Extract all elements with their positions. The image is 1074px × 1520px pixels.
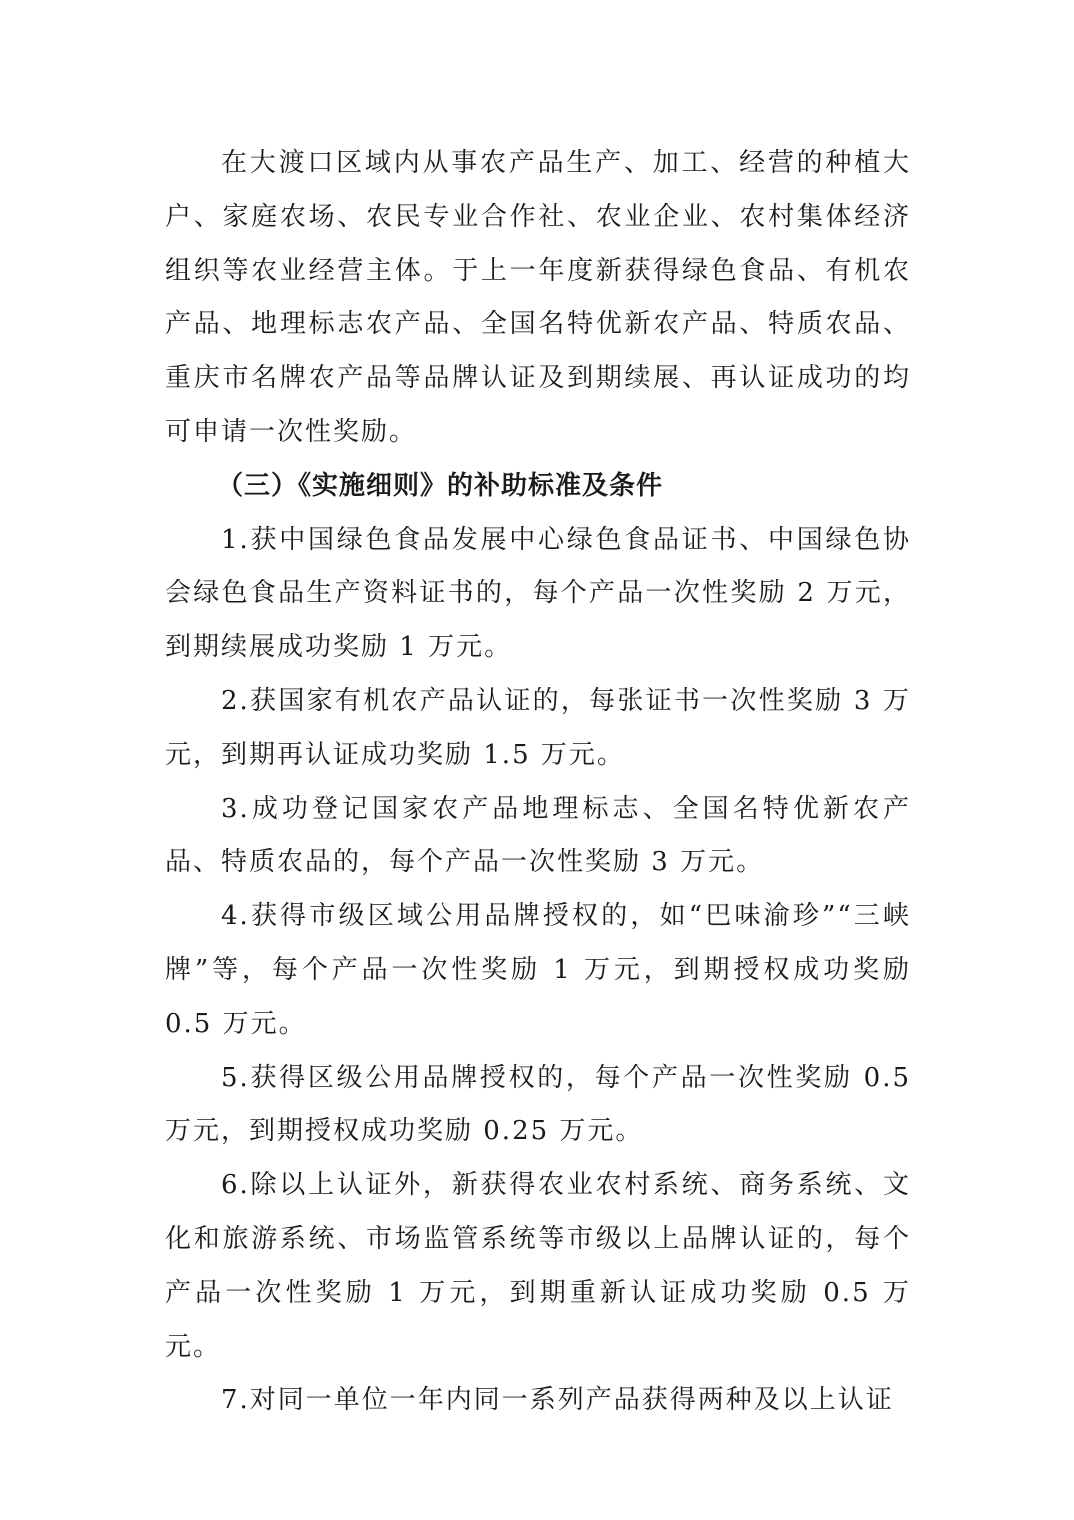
intro-paragraph: 在大渡口区域内从事农产品生产、加工、经营的种植大户、家庭农场、农民专业合作社、农业企业、农村集体经济组织等农业经营主体。于上一年度新获得绿色食品、有机农产品、地理标志农产品、全国名特优新农产品、特质农品、重庆市名牌农产品等品牌认证及到期续展、再认证成功的均可申请一次性奖励。 — [165, 148, 911, 447]
list-item: 5.获得区级公用品牌授权的，每个产品一次性奖励 0.5 万元，到期授权成功奖励 0.25 万元。 — [165, 1062, 911, 1147]
list-item: 6.除以上认证外，新获得农业农村系统、商务系统、文化和旅游系统、市场监管系统等市级以上品牌认证的，每个产品一次性奖励 1 万元，到期重新认证成功奖励 0.5 万元。 — [165, 1170, 911, 1362]
list-item: 3.成功登记国家农产品地理标志、全国名特优新农产品、特质农品的，每个产品一次性奖励 3 万元。 — [165, 793, 911, 878]
document-body — [165, 137, 911, 1428]
list-item: 1.获中国绿色食品发展中心绿色食品证书、中国绿色协会绿色食品生产资料证书的，每个产品一次性奖励 2 万元，到期续展成功奖励 1 万元。 — [165, 524, 911, 663]
section-heading: （三）《实施细则》的补助标准及条件 — [217, 470, 664, 501]
list-item: 7.对同一单位一年内同一系列产品获得两种及以上认证 — [221, 1385, 894, 1416]
list-item: 2.获国家有机农产品认证的，每张证书一次性奖励 3 万元，到期再认证成功奖励 1.5 万元。 — [165, 685, 911, 770]
list-item: 4.获得市级区域公用品牌授权的，如“巴味渝珍”“三峡牌”等，每个产品一次性奖励 1 万元，到期授权成功奖励 0.5 万元。 — [165, 901, 911, 1039]
